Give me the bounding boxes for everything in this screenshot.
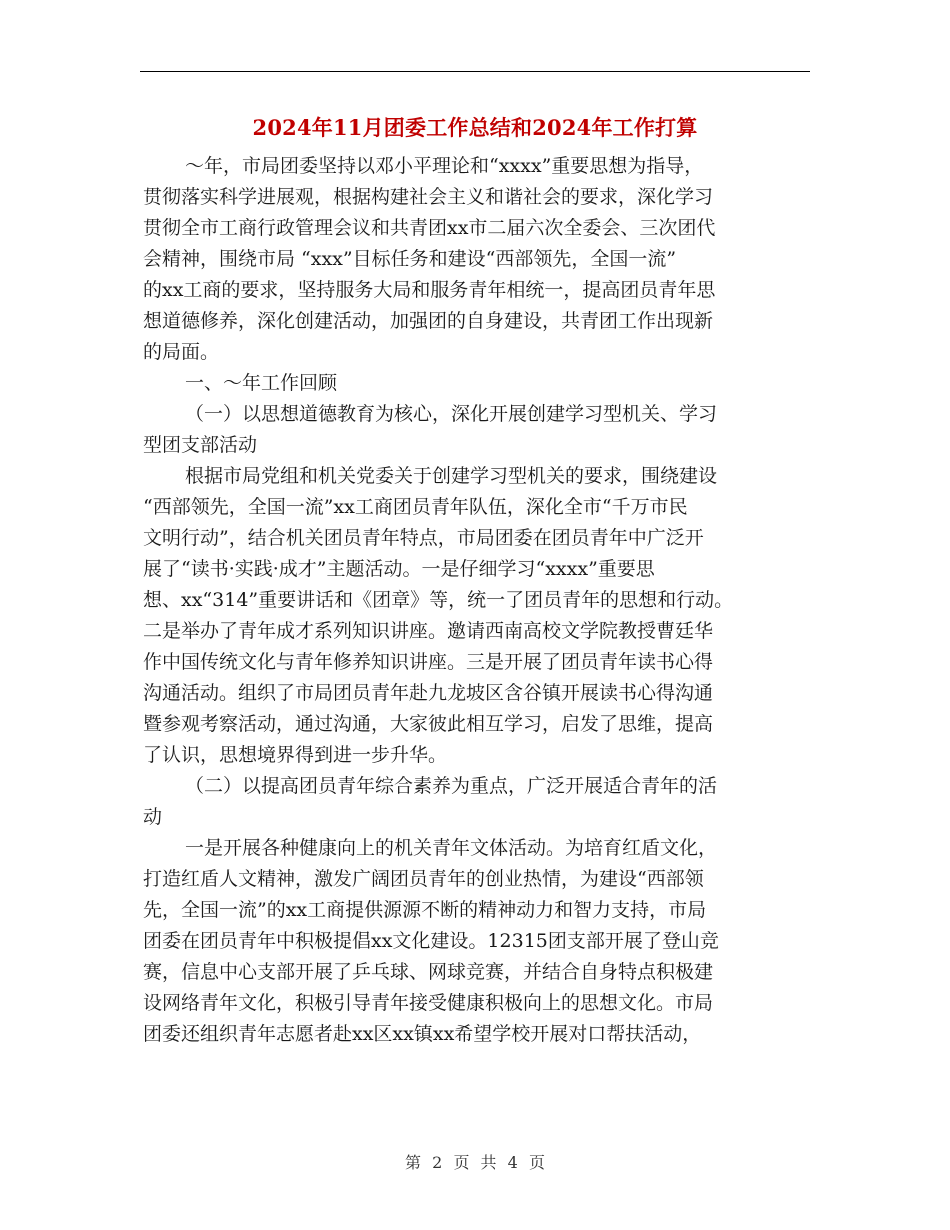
subsection-heading <box>143 399 803 461</box>
text-line: 的xx工商的要求，坚持服务大局和服务青年相统一，提高团员青年思 <box>143 279 716 301</box>
footer-suffix: 页 <box>528 1153 545 1172</box>
current-page-number: 2 <box>432 1153 443 1172</box>
text-line: （一）以思想道德教育为核心，深化开展创建学习型机关、学习 <box>185 403 718 425</box>
text-line: 一、～年工作回顾 <box>185 372 338 394</box>
text-line: 沟通活动。组织了市局团员青年赴九龙坡区含谷镇开展读书心得沟通 <box>143 682 714 704</box>
text-line: 赛，信息中心支部开展了乒乓球、网球竞赛，并结合自身特点积极建 <box>143 961 714 983</box>
paragraph-learning <box>143 461 803 771</box>
page-footer <box>0 1151 950 1175</box>
text-line: 动 <box>143 806 163 828</box>
document-body <box>143 151 803 1050</box>
paragraph-intro <box>143 151 803 368</box>
section-heading <box>143 368 803 399</box>
text-line: 先，全国一流”的xx工商提供源源不断的精神动力和智力支持，市局 <box>143 899 707 921</box>
text-line: 一是开展各种健康向上的机关青年文体活动。为培育红盾文化， <box>185 837 718 859</box>
footer-prefix: 第 <box>405 1153 422 1172</box>
text-line: 团委还组织青年志愿者赴xx区xx镇xx希望学校开展对口帮扶活动， <box>143 1023 702 1045</box>
text-line: 二是举办了青年成才系列知识讲座。邀请西南高校文学院教授曹廷华 <box>143 620 714 642</box>
text-line: 根据市局党组和机关党委关于创建学习型机关的要求，围绕建设 <box>185 465 718 487</box>
text-line: 文明行动”，结合机关团员青年特点，市局团委在团员青年中广泛开 <box>143 527 704 549</box>
text-line: 展了“读书·实践·成才”主题活动。一是仔细学习“xxxx”重要思 <box>143 558 655 580</box>
text-line: 想道德修养，深化创建活动，加强团的自身建设，共青团工作出现新 <box>143 310 714 332</box>
text-line: 的局面。 <box>143 341 220 363</box>
paragraph-activities <box>143 833 803 1050</box>
footer-total-prefix: 共 <box>480 1153 497 1172</box>
text-line: “西部领先，全国一流”xx工商团员青年队伍，深化全市“千万市民 <box>143 496 688 518</box>
text-line: 会精神，围绕市局 “xxx”目标任务和建设“西部领先，全国一流” <box>143 248 677 270</box>
header-rule <box>140 71 810 72</box>
subsection-heading <box>143 771 803 833</box>
text-line: 作中国传统文化与青年修养知识讲座。三是开展了团员青年读书心得 <box>143 651 714 673</box>
text-line: 打造红盾人文精神，激发广阔团员青年的创业热情，为建设“西部领 <box>143 868 704 890</box>
text-line: （二）以提高团员青年综合素养为重点，广泛开展适合青年的活 <box>185 775 718 797</box>
text-line: 贯彻全市工商行政管理会议和共青团xx市二届六次全委会、三次团代 <box>143 217 716 239</box>
text-line: ～年，市局团委坚持以邓小平理论和“xxxx”重要思想为指导， <box>185 155 704 177</box>
total-page-count: 4 <box>507 1153 518 1172</box>
footer-page-word: 页 <box>453 1153 470 1172</box>
text-line: 暨参观考察活动，通过沟通，大家彼此相互学习，启发了思维，提高 <box>143 713 714 735</box>
text-line: 设网络青年文化，积极引导青年接受健康积极向上的思想文化。市局 <box>143 992 714 1014</box>
text-line: 了认识，思想境界得到进一步升华。 <box>143 744 448 766</box>
document-title: 2024年11月团委工作总结和2024年工作打算 <box>252 115 698 140</box>
text-line: 型团支部活动 <box>143 434 258 456</box>
text-line: 团委在团员青年中积极提倡xx文化建设。12315团支部开展了登山竞 <box>143 930 719 952</box>
text-line: 想、xx“314”重要讲话和《团章》等，统一了团员青年的思想和行动。 <box>143 589 734 611</box>
text-line: 贯彻落实科学进展观，根据构建社会主义和谐社会的要求，深化学习 <box>143 186 714 208</box>
